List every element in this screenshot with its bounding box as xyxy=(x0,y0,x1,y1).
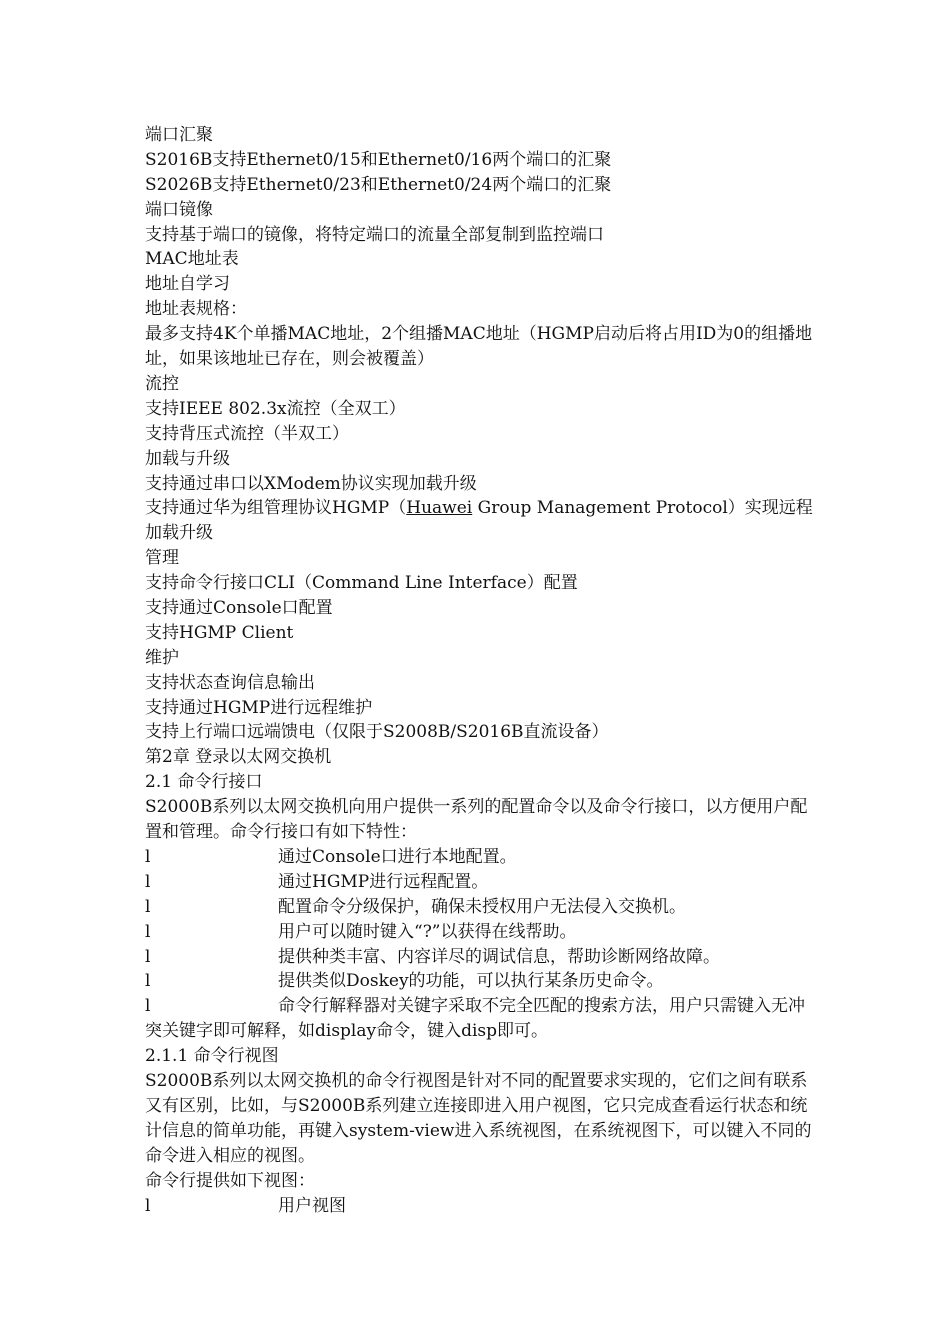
list-item xyxy=(145,969,815,994)
heading-flow-control: 流控 xyxy=(145,373,179,394)
text-line: S2026B支持Ethernet0/23和Ethernet0/24两个端口的汇聚 xyxy=(145,174,612,195)
list-item-text: 配置命令分级保护，确保未授权用户无法侵入交换机。 xyxy=(278,896,686,917)
heading-port-mirroring: 端口镜像 xyxy=(145,199,213,220)
text-paragraph: 最多支持4K个单播MAC地址，2个组播MAC地址（HGMP启动后将占用ID为0的组播地址，如果该地址已存在，则会被覆盖） xyxy=(145,324,813,370)
list-item-text: 提供类似Doskey的功能，可以执行某条历史命令。 xyxy=(278,971,664,992)
list-item-text: 用户视图 xyxy=(278,1195,346,1216)
bullet-marker: l xyxy=(145,896,151,917)
list-item xyxy=(145,870,815,895)
list-item xyxy=(145,994,815,1044)
list-item xyxy=(145,1194,815,1219)
bullet-marker: l xyxy=(145,946,151,967)
text-line: 支持通过Console口配置 xyxy=(145,597,333,618)
bullet-marker: l xyxy=(145,921,151,942)
list-item xyxy=(145,920,815,945)
list-item xyxy=(145,945,815,970)
text-line: 命令行提供如下视图： xyxy=(145,1170,315,1191)
text-line: 支持上行端口远端馈电（仅限于S2008B/S2016B直流设备） xyxy=(145,722,609,743)
text-paragraph: S2000B系列以太网交换机向用户提供一系列的配置命令以及命令行接口，以方便用户配置和管理。命令行接口有如下特性： xyxy=(145,797,808,843)
list-item-text: 用户可以随时键入“?”以获得在线帮助。 xyxy=(278,921,577,942)
chapter-heading: 第2章 登录以太网交换机 xyxy=(145,747,332,768)
section-heading: 2.1 命令行接口 xyxy=(145,772,263,793)
bullet-marker: l xyxy=(145,871,151,892)
list-item-text: 通过Console口进行本地配置。 xyxy=(278,846,517,867)
bullet-marker: l xyxy=(145,846,151,867)
heading-management: 管理 xyxy=(145,548,179,569)
text-line: 地址表规格： xyxy=(145,299,247,320)
document-page xyxy=(145,123,815,1218)
text-line: S2016B支持Ethernet0/15和Ethernet0/16两个端口的汇聚 xyxy=(145,149,612,170)
list-item-text: 命令行解释器对关键字采取不完全匹配的搜索方法，用户只需键入无冲突关键字即可解释，如display命令，键入disp即可。 xyxy=(145,996,805,1042)
text-line: 支持基于端口的镜像，将特定端口的流量全部复制到监控端口 xyxy=(145,224,604,245)
text-line: 支持通过串口以XModem协议实现加载升级 xyxy=(145,473,477,494)
bullet-marker: l xyxy=(145,971,151,992)
heading-mac-table: MAC地址表 xyxy=(145,249,239,270)
list-item-text: 通过HGMP进行远程配置。 xyxy=(278,871,489,892)
text-line: 支持通过HGMP进行远程维护 xyxy=(145,697,373,718)
subsection-heading: 2.1.1 命令行视图 xyxy=(145,1046,279,1067)
underlined-word: Huawei xyxy=(406,498,473,519)
heading-maintenance: 维护 xyxy=(145,647,179,668)
bullet-marker: l xyxy=(145,996,151,1017)
text-span: 支持通过华为组管理协议HGMP（ xyxy=(145,498,407,519)
heading-load-upgrade: 加载与升级 xyxy=(145,448,230,469)
text-line: 地址自学习 xyxy=(145,274,230,295)
text-line: 支持背压式流控（半双工） xyxy=(145,423,349,444)
bullet-marker: l xyxy=(145,1195,151,1216)
list-item-text: 提供种类丰富、内容详尽的调试信息，帮助诊断网络故障。 xyxy=(278,946,720,967)
text-paragraph-hgmp xyxy=(145,496,815,546)
text-line: 支持HGMP Client xyxy=(145,622,294,643)
list-item xyxy=(145,845,815,870)
text-span: Group Management Protocol）实现远程加载升级 xyxy=(145,498,813,544)
text-paragraph: S2000B系列以太网交换机的命令行视图是针对不同的配置要求实现的，它们之间有联系又有区别，比如，与S2000B系列建立连接即进入用户视图，它只完成查看运行状态和统计信息的简单功能，再键入system-view进入系统视图，在系统视图下，可以键入不同的命令进入相应的视图。 xyxy=(145,1071,812,1166)
text-line: 支持状态查询信息输出 xyxy=(145,672,315,693)
text-line: 支持IEEE 802.3x流控（全双工） xyxy=(145,398,406,419)
list-item xyxy=(145,895,815,920)
heading-port-aggregation: 端口汇聚 xyxy=(145,125,213,145)
text-line: 支持命令行接口CLI（Command Line Interface）配置 xyxy=(145,573,578,594)
